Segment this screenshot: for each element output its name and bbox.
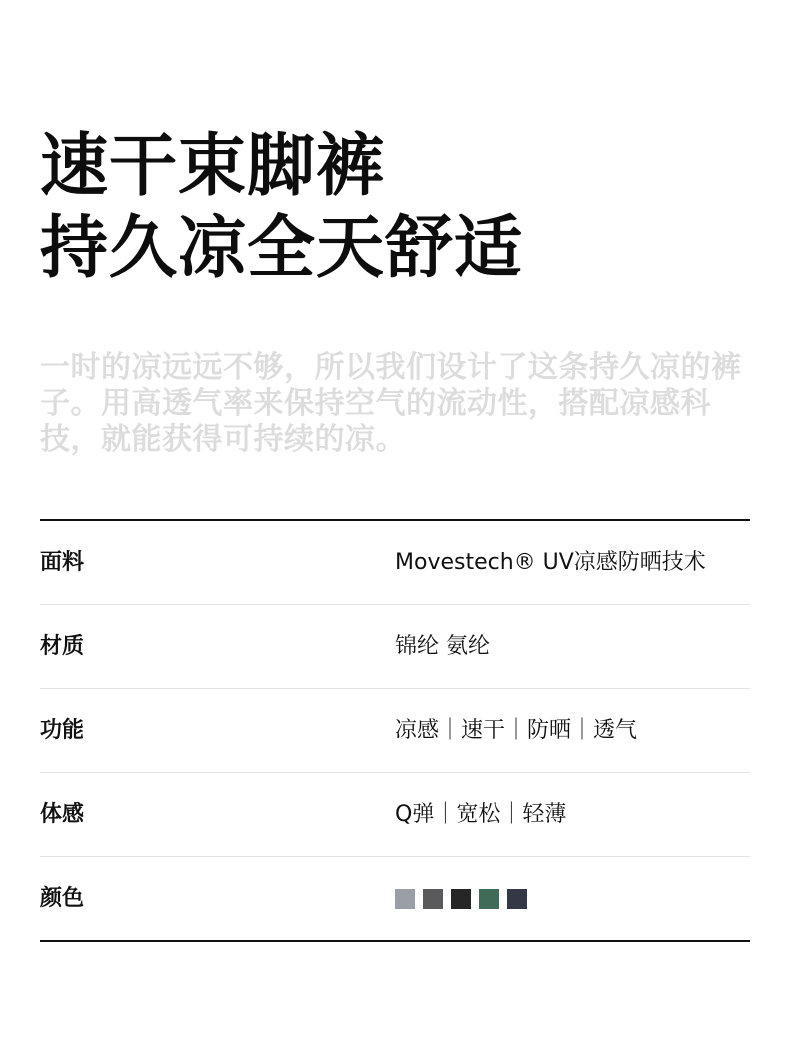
headline-line-2: 持久凉全天舒适 (40, 209, 524, 288)
headline (40, 126, 523, 290)
color-swatch-2[interactable] (423, 889, 443, 909)
spec-table (40, 519, 750, 942)
headline-line-1: 速干束脚裤 (40, 127, 386, 206)
spec-label: 材质 (40, 634, 85, 659)
product-description: 一时的凉远远不够，所以我们设计了这条持久凉的裤子。用高透气率来保持空气的流动性，搭配凉感科技，就能获得可持续的凉。 (40, 350, 742, 457)
spec-value: Q弹｜宽松｜轻薄 (395, 802, 567, 827)
spec-row-fabric (40, 521, 750, 605)
spec-label: 功能 (40, 718, 85, 743)
spec-row-material (40, 605, 750, 689)
spec-row-feel (40, 773, 750, 857)
color-swatch-3[interactable] (451, 889, 471, 909)
spec-value: Movestech® UV凉感防晒技术 (395, 550, 706, 575)
color-swatch-4[interactable] (479, 889, 499, 909)
spec-label: 颜色 (40, 886, 85, 911)
spec-label: 体感 (40, 802, 85, 827)
spec-value: 凉感｜速干｜防晒｜透气 (395, 718, 638, 743)
color-swatch-1[interactable] (395, 889, 415, 909)
color-swatch-5[interactable] (507, 889, 527, 909)
spec-value: 锦纶 氨纶 (395, 634, 490, 659)
spec-row-function (40, 689, 750, 773)
spec-label: 面料 (40, 550, 85, 575)
color-swatches (395, 889, 527, 909)
spec-row-color (40, 857, 750, 940)
